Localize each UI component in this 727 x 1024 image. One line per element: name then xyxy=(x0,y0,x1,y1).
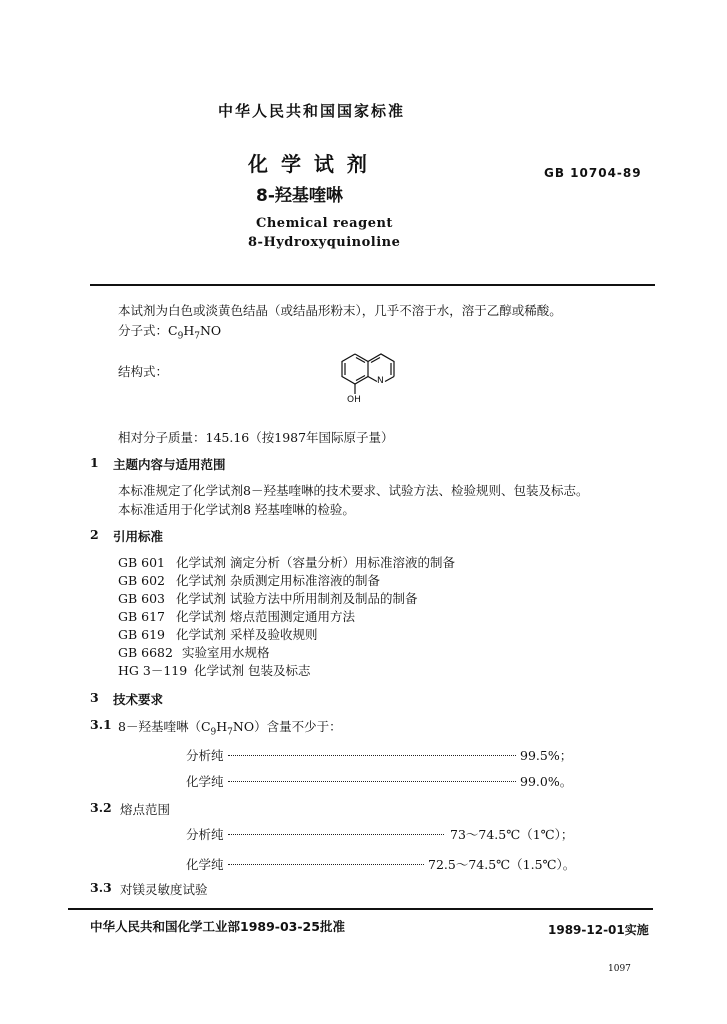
reference-text: 实验室用水规格 xyxy=(182,645,270,660)
formula-c: C xyxy=(168,323,178,338)
s31-grade-label: 分析纯 xyxy=(186,748,224,763)
reference-item xyxy=(118,607,355,625)
reference-item xyxy=(118,661,310,679)
section2-title: 引用标准 xyxy=(113,529,164,544)
section31-number: 3.1 xyxy=(90,717,112,732)
formula-h: H xyxy=(183,323,195,338)
reference-item xyxy=(118,571,380,589)
reference-code: GB 617 xyxy=(118,609,166,624)
s31-sub7: 7 xyxy=(227,727,233,738)
s31-text-c: NO）含量不少于： xyxy=(232,719,342,734)
section33-title: 对镁灵敏度试验 xyxy=(120,882,208,897)
section3-number: 3 xyxy=(90,690,99,705)
s32-grade-label: 分析纯 xyxy=(186,827,224,842)
section1-title: 主题内容与适用范围 xyxy=(113,457,226,472)
leader-dots xyxy=(228,834,444,835)
national-standard-heading: 中华人民共和国国家标准 xyxy=(218,102,406,120)
document-subtitle-cn: 8-羟基喹啉 xyxy=(256,186,343,206)
formula-label: 分子式： xyxy=(118,323,169,338)
reference-item xyxy=(118,553,455,571)
reference-item xyxy=(118,643,270,661)
reference-code: GB 619 xyxy=(118,627,166,642)
section32-title: 熔点范围 xyxy=(120,802,171,817)
s32-grade-label: 化学纯 xyxy=(186,857,224,872)
reference-text: 化学试剂 杂质测定用标准溶液的制备 xyxy=(176,573,380,588)
reference-code: GB 6682 xyxy=(118,645,173,660)
implementation-date: 1989-12-01实施 xyxy=(548,923,649,937)
section2-number: 2 xyxy=(90,527,99,542)
s31-grade-value: 99.5%； xyxy=(520,748,573,763)
document-subtitle-en: 8-Hydroxyquinoline xyxy=(248,235,401,250)
s31-sub9: 9 xyxy=(210,727,217,738)
molar-mass: 相对分子质量：145.16（按1987年国际原子量） xyxy=(118,430,394,445)
reagent-description: 本试剂为白色或淡黄色结晶（或结晶形粉末），几乎不溶于水，溶于乙醇或稀酸。 xyxy=(118,303,562,318)
structure-label: 结构式： xyxy=(118,364,169,379)
structure-n-label: N xyxy=(377,376,384,386)
reference-text: 化学试剂 包装及标志 xyxy=(194,663,311,678)
section31-text xyxy=(118,717,342,738)
molecular-formula xyxy=(118,321,221,342)
header-rule xyxy=(90,284,655,286)
structure-oh-label: OH xyxy=(347,395,361,405)
quinoline-structure-diagram xyxy=(318,340,418,412)
reference-text: 化学试剂 采样及验收规则 xyxy=(176,627,318,642)
section1-para1: 本标准规定了化学试剂8－羟基喹啉的技术要求、试验方法、检验规则、包装及标志。 xyxy=(118,483,589,498)
reference-item xyxy=(118,589,417,607)
formula-h-sub: 7 xyxy=(194,331,200,342)
s32-grade-value: 72.5～74.5℃（1.5℃）。 xyxy=(428,857,576,872)
s32-grade-value: 73～74.5℃（1℃）； xyxy=(450,827,574,842)
reference-code: GB 601 xyxy=(118,555,166,570)
reference-text: 化学试剂 试验方法中所用制剂及制品的制备 xyxy=(176,591,418,606)
reference-text: 化学试剂 熔点范围测定通用方法 xyxy=(176,609,355,624)
s31-text-b: H xyxy=(216,719,228,734)
s31-grade-value: 99.0%。 xyxy=(520,774,573,789)
section3-title: 技术要求 xyxy=(113,692,164,707)
reference-code: GB 603 xyxy=(118,591,166,606)
document-title-en: Chemical reagent xyxy=(256,216,393,231)
leader-dots xyxy=(228,864,424,865)
page-number: 1097 xyxy=(608,964,631,974)
reference-code: GB 602 xyxy=(118,573,166,588)
section33-number: 3.3 xyxy=(90,880,112,895)
document-title-cn: 化 学 试 剂 xyxy=(248,152,370,176)
s31-grade-label: 化学纯 xyxy=(186,774,224,789)
footer-rule xyxy=(68,908,653,910)
leader-dots xyxy=(228,781,516,782)
reference-item xyxy=(118,625,317,643)
reference-code: HG 3－119 xyxy=(118,663,188,678)
formula-rest: NO xyxy=(199,323,222,338)
standard-number: GB 10704-89 xyxy=(544,166,642,180)
leader-dots xyxy=(228,755,516,756)
formula-c-sub: 9 xyxy=(177,331,184,342)
approval-info: 中华人民共和国化学工业部1989-03-25批准 xyxy=(90,919,345,934)
section1-para2: 本标准适用于化学试剂8 羟基喹啉的检验。 xyxy=(118,502,355,517)
section1-number: 1 xyxy=(90,455,99,470)
reference-text: 化学试剂 滴定分析（容量分析）用标准溶液的制备 xyxy=(176,555,455,570)
section32-number: 3.2 xyxy=(90,800,112,815)
s31-text-a: 8－羟基喹啉（C xyxy=(118,719,211,734)
